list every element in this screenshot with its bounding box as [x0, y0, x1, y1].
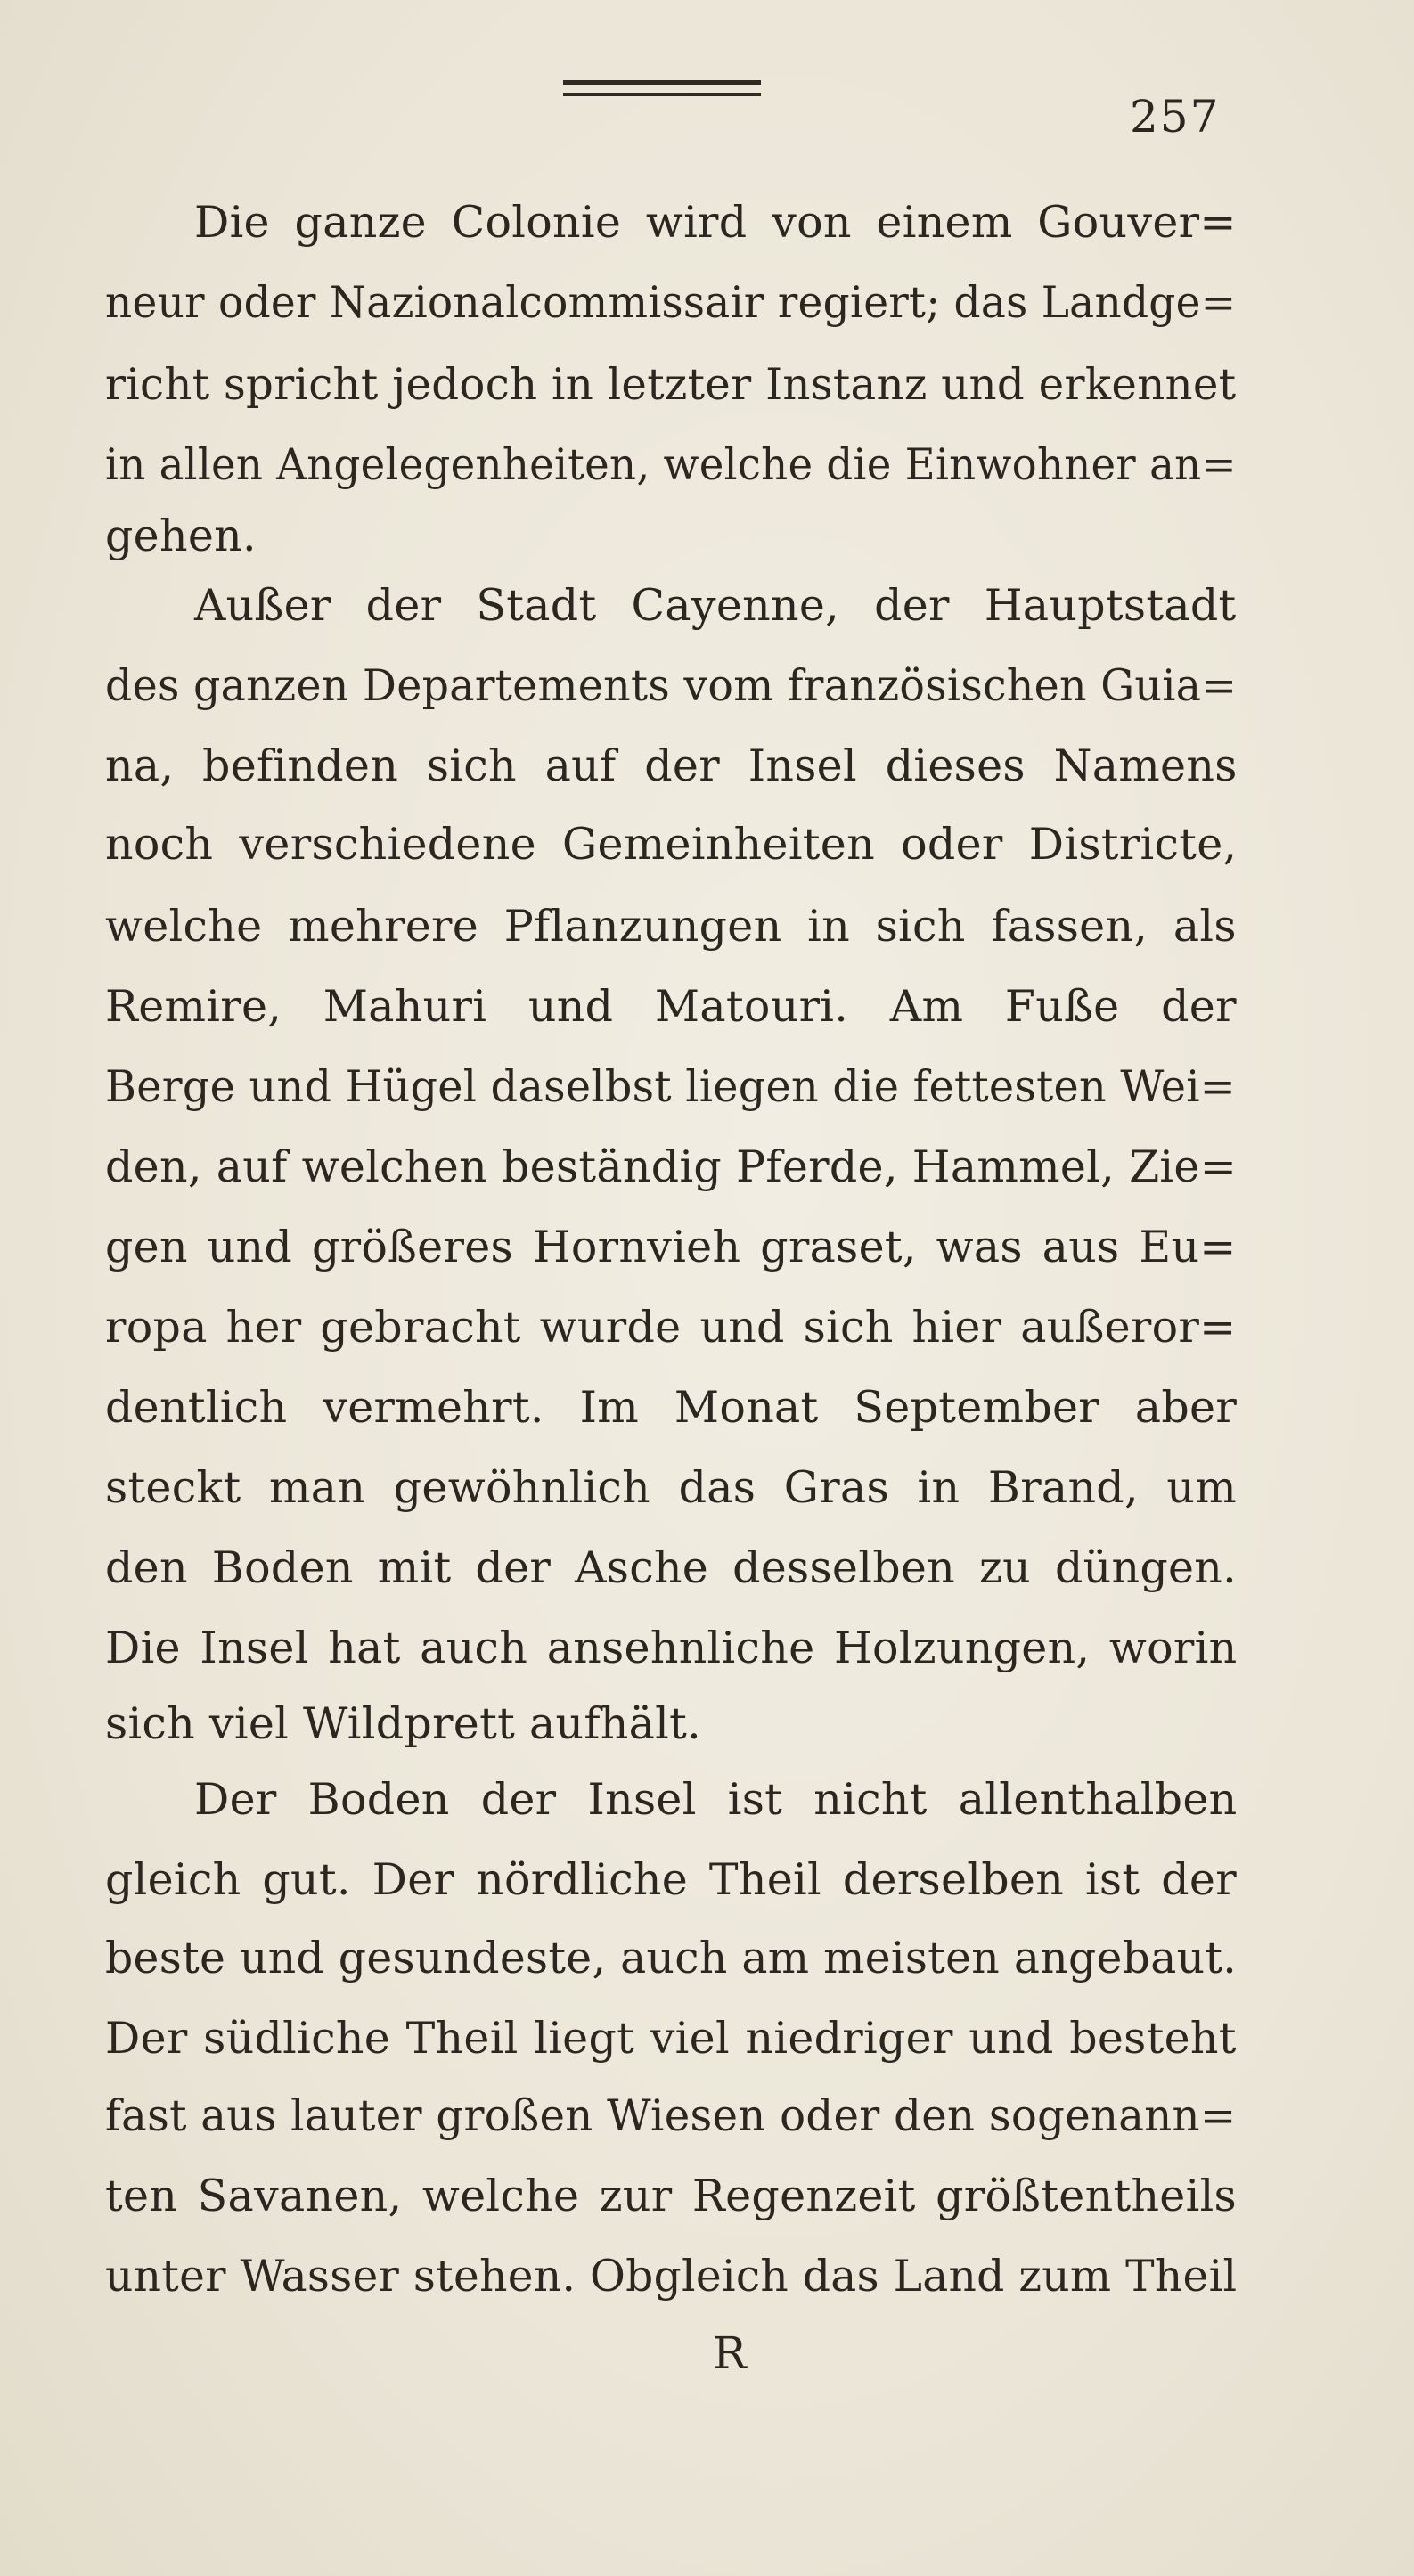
text-line: den Boden mit der Asche desselben zu düngen. [105, 1542, 1238, 1593]
text-line: Der südliche Theil liegt viel niedriger und besteht [105, 2013, 1237, 2064]
text-line: sich viel Wildprett aufhält. [105, 1698, 701, 1749]
text-line: gehen. [105, 511, 257, 561]
text-line: ropa her gebracht wurde und sich hier außeror= [105, 1302, 1237, 1353]
text-line: beste und gesundeste, auch am meisten angebaut. [105, 1933, 1238, 1983]
text-line: Die Insel hat auch ansehnliche Holzungen, worin [105, 1623, 1238, 1673]
text-line: des ganzen Departements vom französischen Guia= [105, 660, 1238, 711]
text-line: gleich gut. Der nördliche Theil derselben ist der [105, 1854, 1237, 1905]
text-line: Berge und Hügel daselbst liegen die fettesten Wei= [105, 1061, 1236, 1112]
text-line: den, auf welchen beständig Pferde, Hammel, Zie= [105, 1141, 1238, 1192]
text-line: Die ganze Colonie wird von einem Gouver= [194, 197, 1237, 248]
text-line: Remire, Mahuri und Matouri. Am Fuße der [105, 981, 1237, 1032]
text-line: unter Wasser stehen. Obgleich das Land zum Theil [105, 2251, 1238, 2302]
text-line: neur oder Nazionalcommissair regiert; das Landge= [105, 277, 1237, 328]
text-line: dentlich vermehrt. Im Monat September aber [105, 1382, 1238, 1433]
text-line: in allen Angelegenheiten, welche die Einwohner an= [105, 439, 1237, 490]
text-line: fast aus lauter großen Wiesen oder den sogenann= [105, 2090, 1237, 2141]
text-line: richt spricht jedoch in letzter Instanz und erkennet [105, 359, 1237, 410]
text-line: Außer der Stadt Cayenne, der Hauptstadt [194, 580, 1237, 631]
text-line: na, befinden sich auf der Insel dieses Namens [105, 740, 1238, 791]
text-line: ten Savanen, welche zur Regenzeit größtentheils [105, 2171, 1237, 2221]
text-line: gen und größeres Hornvieh graset, was aus Eu= [105, 1222, 1237, 1272]
text-line: noch verschiedene Gemeinheiten oder Districte, [105, 819, 1238, 870]
page-number: 257 [1130, 91, 1221, 143]
text-line: Der Boden der Insel ist nicht allenthalben [194, 1774, 1238, 1825]
text-line: welche mehrere Pflanzungen in sich fassen, als [105, 901, 1237, 952]
text-line: steckt man gewöhnlich das Gras in Brand, um [105, 1462, 1238, 1513]
signature-mark: R [713, 2327, 747, 2379]
